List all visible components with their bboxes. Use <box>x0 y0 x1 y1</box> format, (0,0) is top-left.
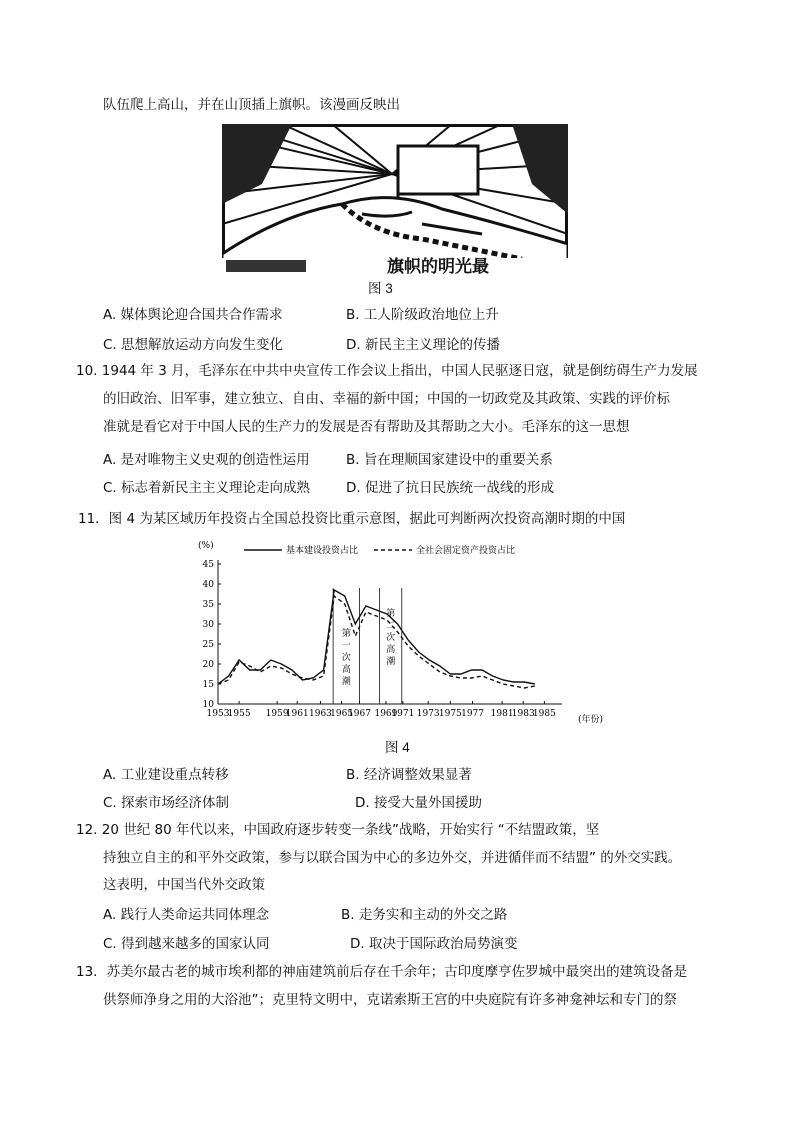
y-tick-label: 25 <box>202 640 214 650</box>
annotation-char: 一 <box>341 641 351 651</box>
q12-option-a[interactable]: A. 践行人类命运共同体理念 <box>103 907 270 923</box>
investment-chart-svg <box>196 536 606 726</box>
q9-option-b[interactable]: B. 工人阶级政治地位上升 <box>346 307 499 323</box>
q11-stem: 11．图 4 为某区域历年投资占全国总投资比重示意图，据此可判断两次投资高潮时期的中国 <box>78 511 626 527</box>
q13-stem-line-2: 供祭师净身之用的大浴池”；克里特文明中，克诺索斯王宫的中央庭院有许多神龛神坛和专门的祭 <box>103 992 677 1008</box>
x-tick-label: 1965 <box>330 709 354 719</box>
y-tick-label: 15 <box>202 680 214 690</box>
x-tick-label: 1977 <box>461 709 485 719</box>
x-tick-label: 1973 <box>416 709 440 719</box>
figure-4-caption: 图 4 <box>385 740 410 755</box>
q9-option-c[interactable]: C. 思想解放运动方向发生变化 <box>103 337 284 353</box>
x-tick-label: 1985 <box>532 709 556 719</box>
y-tick-label: 45 <box>202 560 214 570</box>
chart-legend <box>244 544 515 556</box>
annotation-char: 第 <box>386 609 396 619</box>
x-tick-label: 1967 <box>348 709 371 719</box>
q12-option-c[interactable]: C. 得到越来越多的国家认同 <box>103 936 270 952</box>
series-line-1 <box>218 590 535 684</box>
annotation-char: 高 <box>341 665 351 675</box>
q10-stem-line-3: 准就是看它对于中国人民的生产力的发展是否有帮助及其帮助之大小。毛泽东的这一思想 <box>103 419 630 435</box>
legend-item-2: 全社会固定资产投资占比 <box>416 546 516 556</box>
q12-option-b[interactable]: B. 走务实和主动的外交之路 <box>341 907 508 923</box>
q9-option-a[interactable]: A. 媒体舆论迎合国共合作需求 <box>103 307 283 323</box>
q11-option-d[interactable]: D. 接受大量外国援助 <box>355 795 482 811</box>
x-tick-label: 1961 <box>285 709 309 719</box>
annotation-char: 二 <box>386 621 396 631</box>
x-tick-label: 1975 <box>438 709 462 719</box>
cartoon-caption-text: 旗帜的明光最 <box>387 257 489 274</box>
y-tick-label: 20 <box>202 660 214 670</box>
x-tick-label: 1981 <box>490 709 514 719</box>
q11-option-b[interactable]: B. 经济调整效果显著 <box>346 767 472 783</box>
q12-option-d[interactable]: D. 取决于国际政治局势演变 <box>350 936 518 952</box>
q10-option-c[interactable]: C. 标志着新民主主义理论走向成熟 <box>103 480 311 496</box>
cartoon-image <box>222 124 568 274</box>
cartoon-figure-3 <box>222 124 568 274</box>
x-tick-label: 1953 <box>206 709 230 719</box>
x-tick-label: 1971 <box>391 709 415 719</box>
q10-option-b[interactable]: B. 旨在理顺国家建设中的重要关系 <box>346 452 553 468</box>
annotation-char: 高 <box>386 645 396 655</box>
q11-option-c[interactable]: C. 探索市场经济体制 <box>103 795 230 811</box>
q11-option-a[interactable]: A. 工业建设重点转移 <box>103 767 229 783</box>
y-tick-label: 30 <box>202 620 214 630</box>
q12-stem-line-2: 持独立自主的和平外交政策，参与以联合国为中心的多边外交，并进循伴而不结盟” 的外交实践。 <box>103 850 682 866</box>
q13-stem-line-1: 13．苏美尔最古老的城市埃利都的神庙建筑前后存在千余年；古印度摩亨佐罗城中最突出的建筑设备是 <box>76 964 688 980</box>
annotation-char: 潮 <box>386 657 396 667</box>
annotation-char: 次 <box>386 633 396 643</box>
x-axis-label: (年份) <box>578 715 604 725</box>
investment-chart <box>196 536 606 726</box>
annotation-char: 次 <box>341 653 351 663</box>
x-tick-label: 1963 <box>309 709 332 719</box>
annotation-char: 潮 <box>341 677 351 687</box>
y-axis-label: (%) <box>198 541 214 551</box>
q10-stem-line-2: 的旧政治、旧军事，建立独立、自由、幸福的新中国；中国的一切政党及其政策、实践的评价标 <box>103 391 670 407</box>
q12-stem-line-1: 12. 20 世纪 80 年代以来，中国政府逐步转变一条线”战略，开始实行 “不结盟政策，坚 <box>76 822 600 838</box>
x-tick-label: 1955 <box>227 709 251 719</box>
x-tick-label: 1959 <box>265 709 289 719</box>
x-tick-label: 1983 <box>511 709 535 719</box>
annotation-char: 第 <box>341 629 351 639</box>
y-tick-label: 40 <box>202 580 214 590</box>
x-tick-label: 1969 <box>374 709 398 719</box>
q10-option-a[interactable]: A. 是对唯物主义史观的创造性运用 <box>103 452 310 468</box>
y-tick-label: 35 <box>202 600 214 610</box>
q10-stem-line-1: 10. 1944 年 3 月，毛泽东在中共中央宣传工作会议上指出，中国人民驱逐日寇，就是倒纺碍生产力发展 <box>76 363 698 379</box>
figure-3-caption: 图 3 <box>368 281 393 296</box>
q9-stem-tail: 队伍爬上高山，并在山顶插上旗帜。该漫画反映出 <box>103 97 400 113</box>
legend-item-1: 基本建设投资占比 <box>286 546 359 556</box>
q10-option-d[interactable]: D. 促进了抗日民族统一战线的形成 <box>346 480 554 496</box>
q9-option-d[interactable]: D. 新民主主义理论的传播 <box>346 337 500 353</box>
q12-stem-line-3: 这表明，中国当代外交政策 <box>103 877 265 893</box>
y-tick-label: 10 <box>202 700 214 710</box>
